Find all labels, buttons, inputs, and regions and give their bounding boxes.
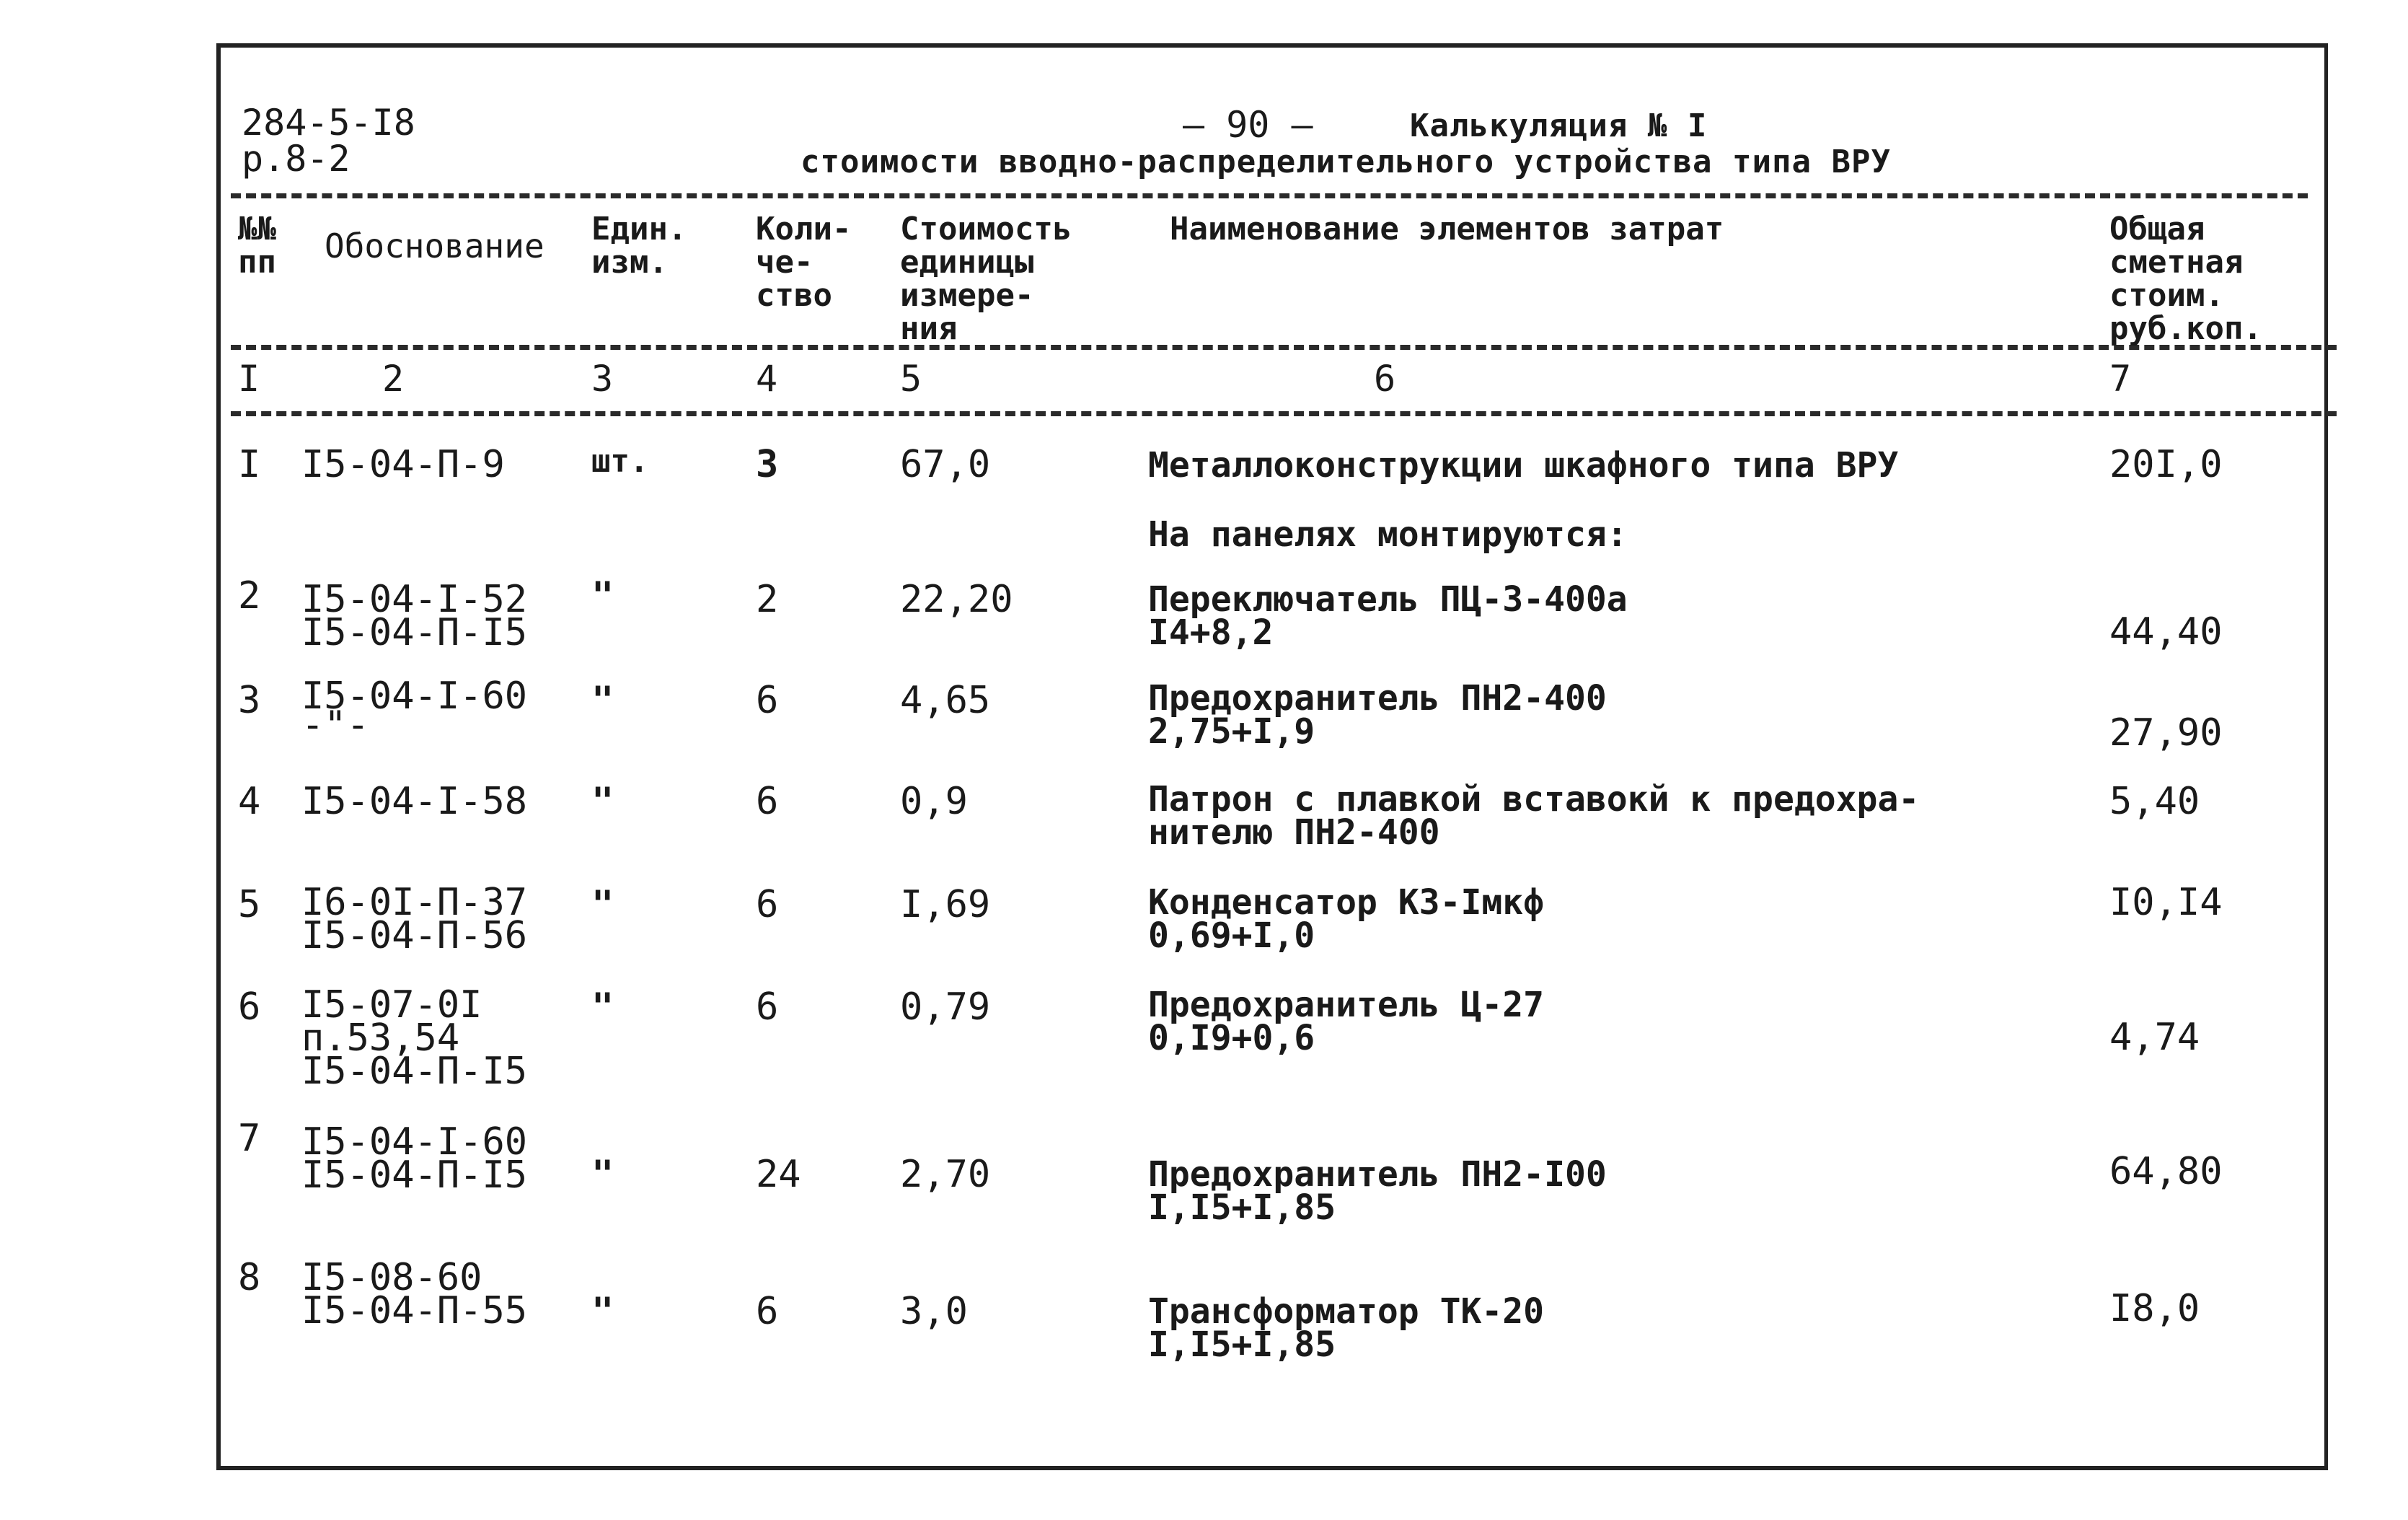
row-5-basis: I6-0I-П-37 I5-04-П-56 [301, 881, 528, 957]
row-7-qty: 24 [756, 1153, 801, 1196]
row-6-unit-cost: 0,79 [900, 985, 991, 1029]
row-3-qty: 6 [756, 679, 779, 722]
row-7-basis: I5-04-I-60 I5-04-П-I5 [301, 1120, 528, 1197]
row-8-basis: I5-08-60 I5-04-П-55 [301, 1256, 528, 1332]
row-5-no: 5 [238, 883, 261, 926]
row-4-no: 4 [238, 780, 261, 823]
row-1-total: 20I,0 [2109, 443, 2223, 486]
row-2-qty: 2 [756, 578, 779, 621]
separator-top [231, 193, 2308, 198]
row-2-no: 2 [238, 574, 261, 618]
row-8-qty: 6 [756, 1290, 779, 1333]
col-number-3: 3 [591, 358, 614, 400]
section-code: р.8-2 [242, 138, 350, 180]
row-7-unit-cost: 2,70 [900, 1153, 991, 1196]
calc-subtitle: стоимости вводно-распределительного устройства типа ВРУ [801, 144, 1891, 180]
doc-code: 284-5-I8 [242, 102, 415, 144]
row-1-qty: 3 [756, 443, 779, 486]
col-header-qty: Коли- че- ство [756, 211, 852, 314]
row-5-unit: " [591, 883, 614, 926]
row-4-qty: 6 [756, 780, 779, 823]
row-6-name: Предохранитель Ц-27 0,I9+0,6 [1148, 985, 1545, 1058]
col-header-no: №№ пп [238, 211, 276, 281]
row-2-unit: " [591, 574, 614, 618]
row-2-total: 44,40 [2109, 610, 2223, 654]
row-8-unit: " [591, 1290, 614, 1333]
row-5-name: Конденсатор КЗ-Iмкф 0,69+I,0 [1148, 882, 1545, 956]
row-1-unit-cost: 67,0 [900, 443, 991, 486]
col-header-unit-cost: Стоимость единицы измере- ния [900, 211, 1072, 347]
col-number-2: 2 [382, 358, 405, 400]
row-4-unit: " [591, 780, 614, 823]
calc-title: Калькуляция № I [1410, 107, 1708, 144]
page-number: — 90 — [1183, 104, 1313, 146]
row-2-unit-cost: 22,20 [900, 578, 1013, 621]
row-2-name: Переключатель ПЦ-3-400а I4+8,2 [1148, 579, 1628, 653]
row-3-no: 3 [238, 679, 261, 722]
row-3-unit-cost: 4,65 [900, 679, 991, 722]
row-3-basis: I5-04-I-60 -"- [301, 675, 528, 747]
col-number-4: 4 [756, 358, 778, 400]
row-3-unit: " [591, 679, 614, 722]
row-6-total: 4,74 [2109, 1016, 2200, 1059]
row-7-name: Предохранитель ПН2-I00 I,I5+I,85 [1148, 1154, 1607, 1228]
col-header-basis: Обоснование [325, 227, 544, 265]
row-1-unit: шт. [591, 443, 649, 480]
separator-header [231, 345, 2337, 350]
row-4-name: Патрон с плавкой вставокй к предохра- нителю ПН2-400 [1148, 779, 1920, 853]
row-1-name: Металлоконструкции шкафного типа ВРУ [1148, 445, 1899, 486]
row-3-name: Предохранитель ПН2-400 2,75+I,9 [1148, 678, 1607, 752]
row-6-basis: I5-07-0I п.53,54 I5-04-П-I5 [301, 983, 528, 1093]
row-5-qty: 6 [756, 883, 779, 926]
row-4-total: 5,40 [2109, 780, 2200, 823]
row-4-basis: I5-04-I-58 [301, 780, 528, 823]
col-number-6: 6 [1374, 358, 1396, 400]
col-header-name: Наименование элементов затрат [1170, 211, 1724, 247]
row-7-unit: " [591, 1153, 614, 1196]
row-5-unit-cost: I,69 [900, 883, 991, 926]
row-2-basis: I5-04-I-52 I5-04-П-I5 [301, 578, 528, 654]
row-3-total: 27,90 [2109, 711, 2223, 755]
row-8-unit-cost: 3,0 [900, 1290, 968, 1333]
col-header-total: Общая сметная стоим. руб.коп. [2109, 211, 2262, 347]
row-1-no: I [238, 443, 261, 486]
row-8-name: Трансформатор ТК-20 I,I5+I,85 [1148, 1291, 1545, 1365]
row-5-total: I0,I4 [2109, 881, 2223, 924]
row-6-unit: " [591, 985, 614, 1029]
row-6-qty: 6 [756, 985, 779, 1029]
row-7-no: 7 [238, 1117, 261, 1160]
col-header-unit: Един. изм. [591, 211, 687, 281]
row-4-unit-cost: 0,9 [900, 780, 968, 823]
col-number-7: 7 [2109, 358, 2132, 400]
separator-numbers [231, 411, 2337, 416]
col-number-1: I [238, 358, 260, 400]
row-8-total: I8,0 [2109, 1287, 2200, 1330]
col-number-5: 5 [900, 358, 922, 400]
row-8-no: 8 [238, 1256, 261, 1299]
row-6-no: 6 [238, 985, 261, 1029]
panels-subheading: На панелях монтируются: [1148, 514, 1628, 555]
row-1-basis: I5-04-П-9 [301, 443, 505, 486]
row-7-total: 64,80 [2109, 1150, 2223, 1193]
